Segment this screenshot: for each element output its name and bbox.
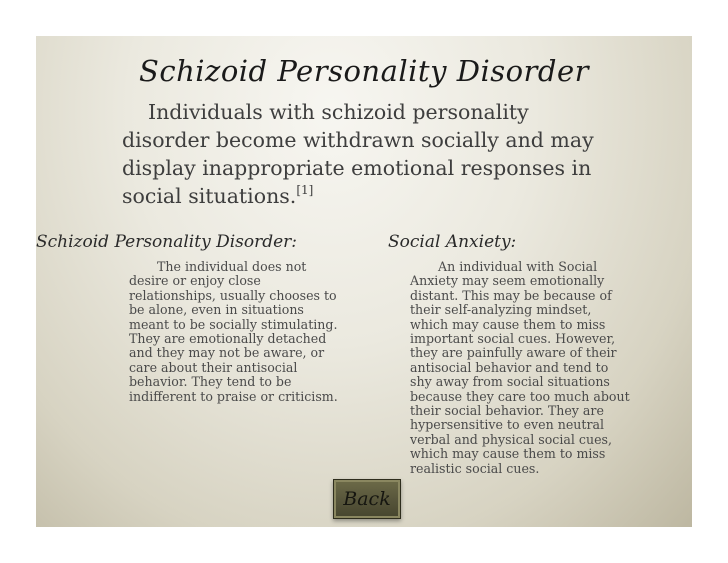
right-column-heading: Social Anxiety: [388,232,517,252]
footnote-marker: [1] [296,183,314,197]
left-column-line: desire or enjoy close [129,273,261,289]
left-column-line: indifferent to praise or criticism. [129,388,338,404]
right-column-line: because they care too much about [410,388,630,404]
right-column-line: they are painfully aware of their [410,345,617,361]
right-column-line: important social cues. However, [410,331,616,347]
right-column-line: antisocial behavior and tend to [410,359,609,375]
left-column-line: care about their antisocial [129,359,298,375]
slide-title: Schizoid Personality Disorder [138,54,590,88]
right-column-line: their social behavior. They are [410,403,604,419]
left-column-line: and they may not be aware, or [129,345,325,361]
left-column-line: be alone, even in situations [129,302,304,318]
left-column-line: meant to be socially stimulating. [129,316,338,332]
right-column-line: realistic social cues. [410,460,540,476]
right-column-line: Anxiety may seem emotionally [410,273,605,289]
right-column-line: which may cause them to miss [410,316,606,332]
slide [36,36,692,527]
right-column-line: which may cause them to miss [410,446,606,462]
right-column-line: shy away from social situations [410,374,610,390]
left-column-line: They are emotionally detached [129,331,327,347]
intro-line-last [122,182,682,210]
intro-line: social situations. [122,184,297,208]
intro-paragraph [122,98,682,210]
right-column-line: their self-analyzing mindset, [410,302,592,318]
back-button-label: Back [343,488,391,510]
left-column-line: relationships, usually chooses to [129,287,337,303]
left-column-line: behavior. They tend to be [129,374,292,390]
back-button[interactable] [333,479,401,519]
left-column-text [129,260,338,404]
intro-line: display inappropriate emotional responses in [122,156,592,180]
left-column-line: The individual does not [157,259,307,274]
right-column-line: distant. This may be because of [410,287,612,303]
right-column-text [410,260,630,476]
right-column-line: An individual with Social [438,259,598,274]
intro-line: Individuals with schizoid personality [148,100,529,124]
intro-line: disorder become withdrawn socially and may [122,128,594,152]
right-column-line: hypersensitive to even neutral [410,417,605,433]
left-column-heading: Schizoid Personality Disorder: [36,232,298,252]
right-column-line: verbal and physical social cues, [410,431,612,447]
